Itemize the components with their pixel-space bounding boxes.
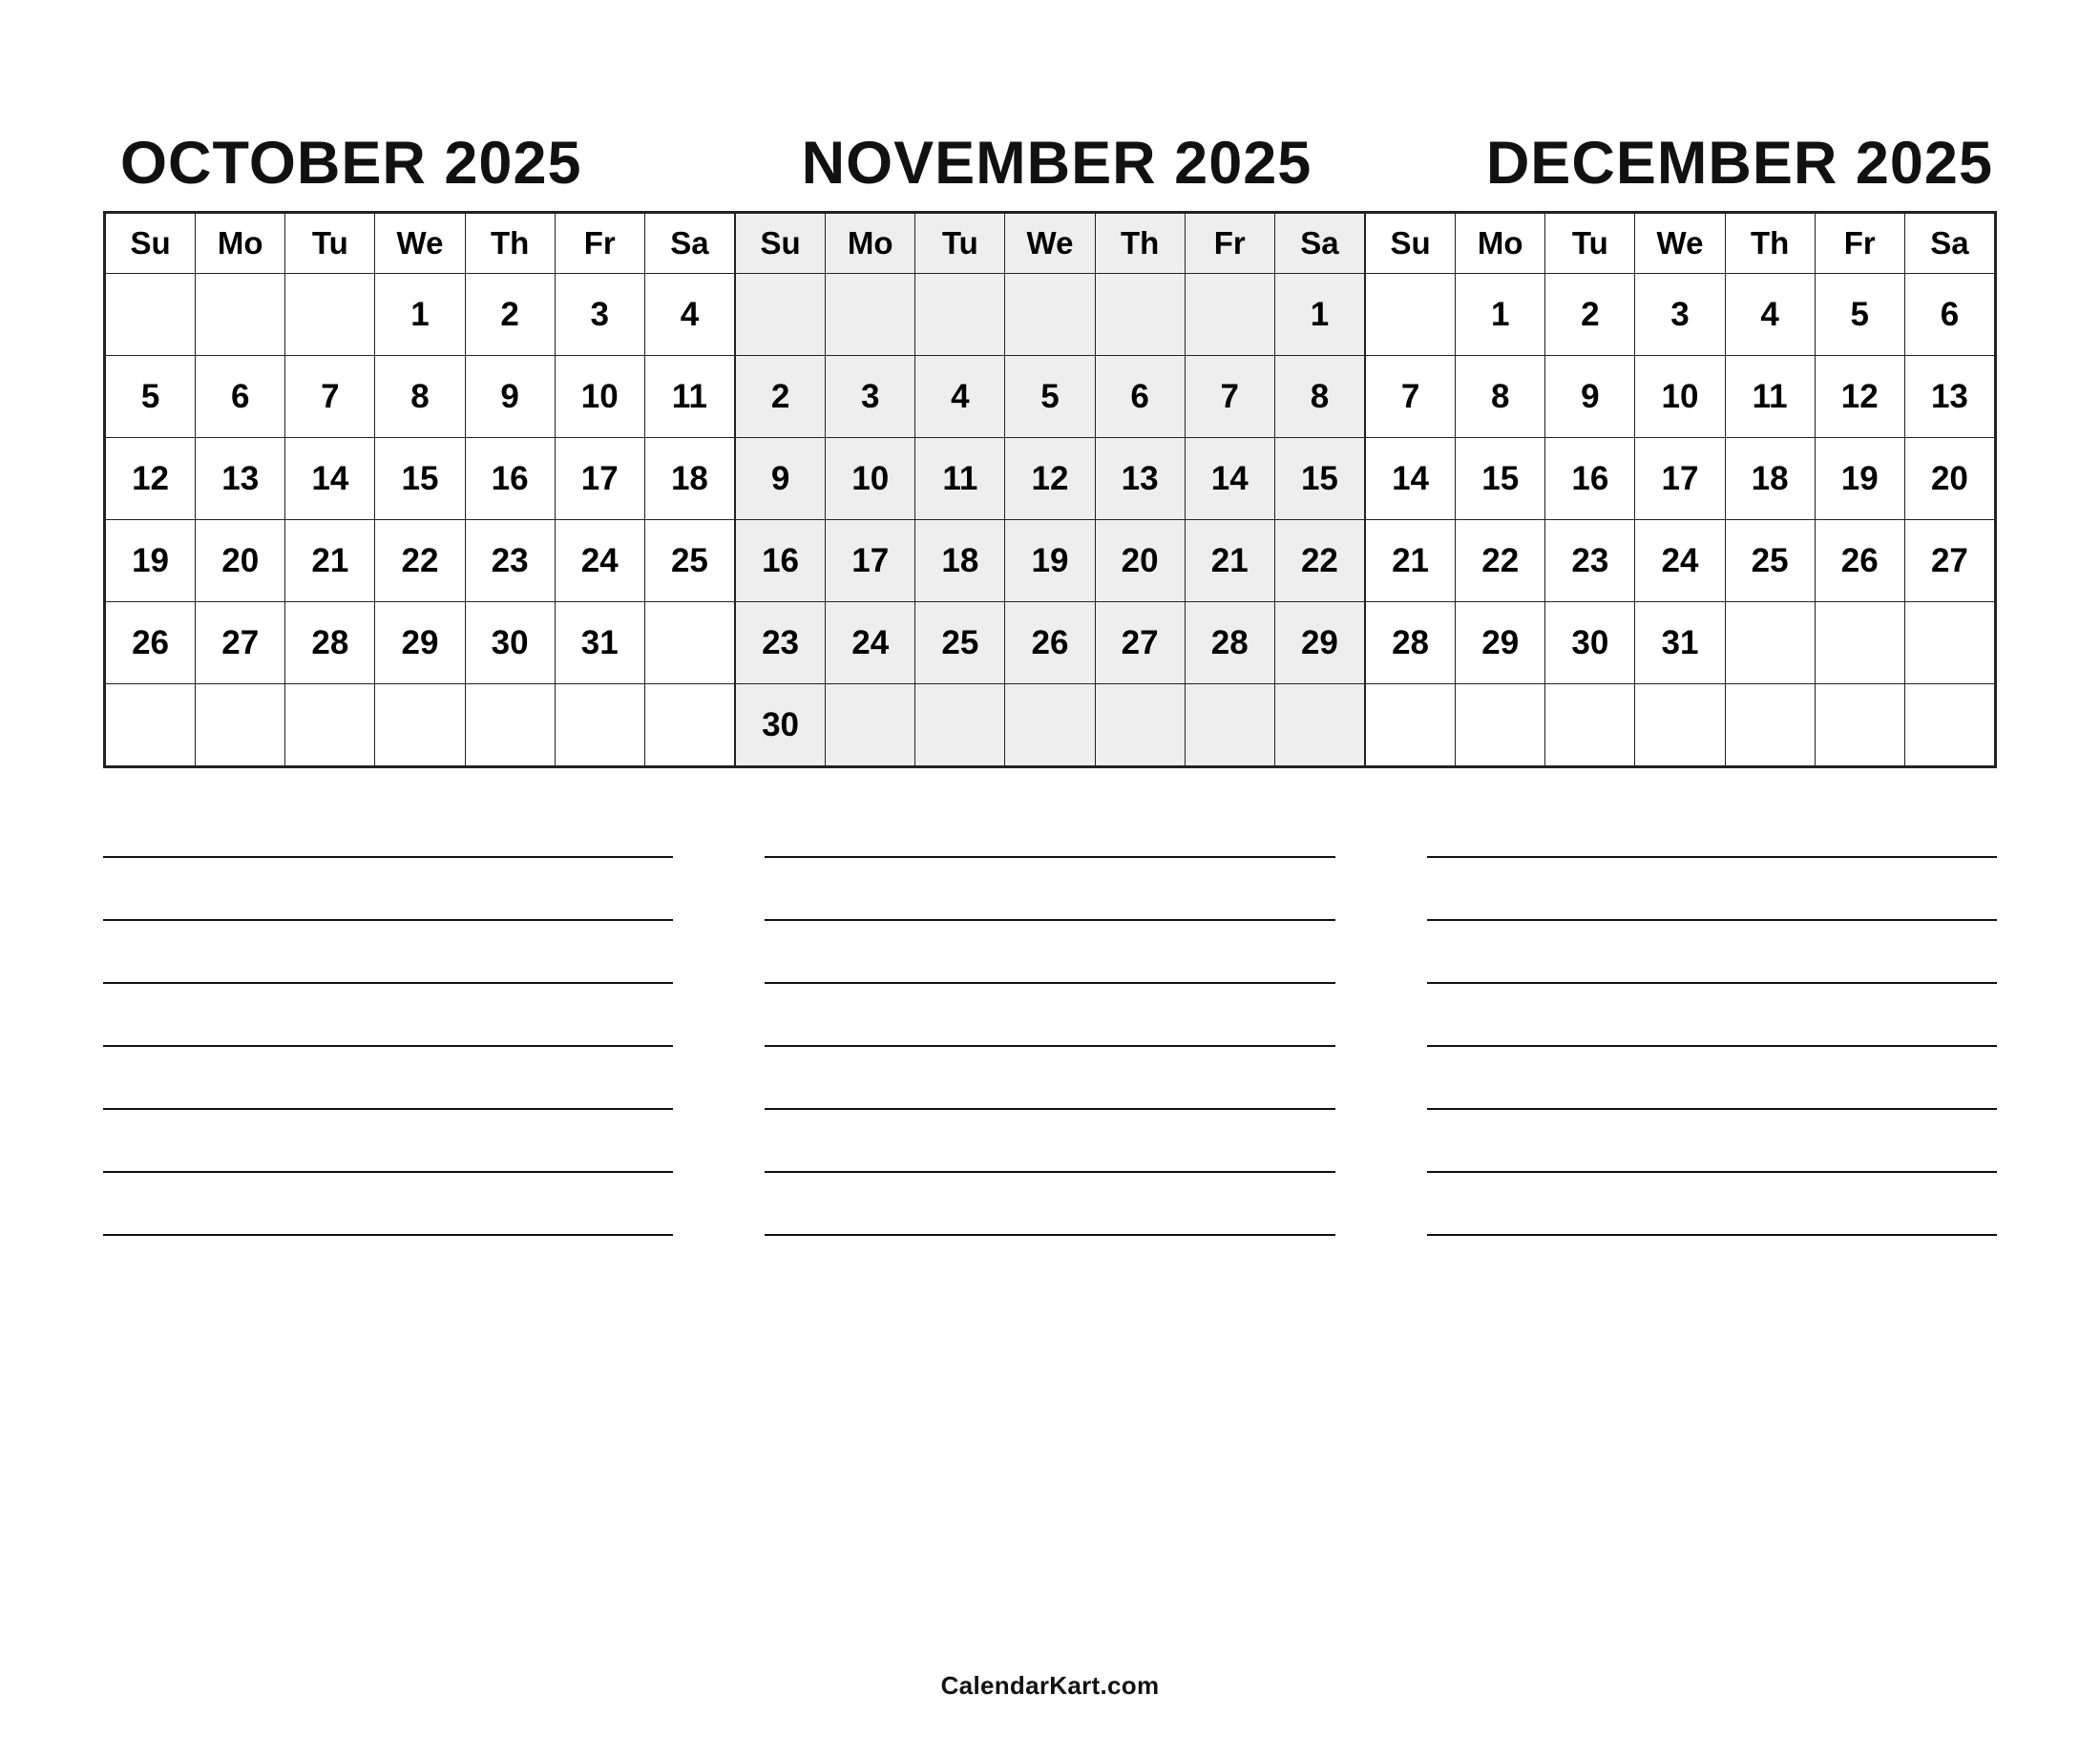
day-cell[interactable]: 12: [1815, 356, 1904, 438]
weekday-header-row: [1366, 214, 1995, 274]
note-line[interactable]: [1427, 1234, 1997, 1236]
day-cell[interactable]: 23: [1545, 520, 1635, 602]
day-cell[interactable]: 4: [915, 356, 1005, 438]
empty-day-cell: [106, 684, 196, 766]
empty-day-cell: [1005, 684, 1095, 766]
empty-day-cell: [1274, 684, 1364, 766]
note-line[interactable]: [765, 856, 1334, 858]
weekday-header: Th: [1725, 214, 1815, 274]
month-table-november: [735, 213, 1365, 766]
week-row: [1366, 684, 1995, 766]
note-line[interactable]: [765, 1234, 1334, 1236]
day-cell[interactable]: 23: [736, 602, 826, 684]
day-cell[interactable]: 23: [465, 520, 555, 602]
note-line[interactable]: [103, 1234, 673, 1236]
empty-day-cell: [915, 274, 1005, 356]
day-cell[interactable]: 17: [826, 520, 915, 602]
day-cell[interactable]: 4: [1725, 274, 1815, 356]
day-cell[interactable]: 31: [1635, 602, 1725, 684]
day-cell[interactable]: 24: [1635, 520, 1725, 602]
empty-day-cell: [196, 684, 285, 766]
day-cell[interactable]: 4: [644, 274, 734, 356]
week-row: [1366, 438, 1995, 520]
notes-column: [103, 856, 673, 1236]
day-cell[interactable]: 19: [1005, 520, 1095, 602]
month-november: [735, 213, 1365, 766]
day-cell[interactable]: 9: [465, 356, 555, 438]
empty-day-cell: [736, 274, 826, 356]
week-row: [1366, 356, 1995, 438]
weekday-header: Th: [465, 214, 555, 274]
day-cell[interactable]: 7: [1366, 356, 1456, 438]
weekday-header: Th: [1095, 214, 1185, 274]
day-cell[interactable]: 11: [644, 356, 734, 438]
day-cell[interactable]: 14: [1185, 438, 1274, 520]
empty-day-cell: [285, 274, 375, 356]
month-titles: [103, 130, 1997, 197]
empty-day-cell: [1815, 684, 1904, 766]
day-cell[interactable]: 8: [1274, 356, 1364, 438]
empty-day-cell: [465, 684, 555, 766]
day-cell[interactable]: 3: [555, 274, 644, 356]
note-line[interactable]: [103, 919, 673, 921]
empty-day-cell: [196, 274, 285, 356]
calendar-page: [0, 130, 2100, 1756]
weekday-header: Sa: [1274, 214, 1364, 274]
day-cell[interactable]: 10: [555, 356, 644, 438]
empty-day-cell: [826, 684, 915, 766]
week-row: [106, 356, 735, 438]
day-cell[interactable]: 27: [1095, 602, 1185, 684]
day-cell[interactable]: 8: [375, 356, 465, 438]
day-cell[interactable]: 13: [1904, 356, 1994, 438]
day-cell[interactable]: 5: [106, 356, 196, 438]
notes-column: [1427, 856, 1997, 1236]
day-cell[interactable]: 5: [1815, 274, 1904, 356]
day-cell[interactable]: 10: [826, 438, 915, 520]
note-line[interactable]: [103, 1108, 673, 1110]
month-title-october: OCTOBER 2025: [120, 130, 582, 197]
day-cell[interactable]: 6: [1904, 274, 1994, 356]
weekday-header: Mo: [196, 214, 285, 274]
weekday-header: Tu: [1545, 214, 1635, 274]
notes-area: [103, 856, 1997, 1236]
day-cell[interactable]: 10: [1635, 356, 1725, 438]
day-cell[interactable]: 15: [1274, 438, 1364, 520]
note-line[interactable]: [765, 1045, 1334, 1047]
empty-day-cell: [106, 274, 196, 356]
day-cell[interactable]: 6: [196, 356, 285, 438]
week-row: [1366, 274, 1995, 356]
day-cell[interactable]: 29: [375, 602, 465, 684]
day-cell[interactable]: 13: [1095, 438, 1185, 520]
day-cell[interactable]: 1: [375, 274, 465, 356]
note-line[interactable]: [103, 1045, 673, 1047]
day-cell[interactable]: 25: [915, 602, 1005, 684]
empty-day-cell: [644, 684, 734, 766]
day-cell[interactable]: 15: [375, 438, 465, 520]
day-cell[interactable]: 25: [644, 520, 734, 602]
day-cell[interactable]: 19: [1815, 438, 1904, 520]
day-cell[interactable]: 26: [1005, 602, 1095, 684]
day-cell[interactable]: 15: [1456, 438, 1545, 520]
empty-day-cell: [1545, 684, 1635, 766]
month-october: [105, 213, 735, 766]
week-row: [736, 602, 1365, 684]
weekday-header-row: [106, 214, 735, 274]
weekday-header-row: [736, 214, 1365, 274]
day-cell[interactable]: 11: [1725, 356, 1815, 438]
weekday-header: Tu: [285, 214, 375, 274]
day-cell[interactable]: 12: [1005, 438, 1095, 520]
day-cell[interactable]: 3: [1635, 274, 1725, 356]
note-line[interactable]: [765, 1108, 1334, 1110]
week-row: [106, 684, 735, 766]
note-line[interactable]: [765, 919, 1334, 921]
empty-day-cell: [555, 684, 644, 766]
weekday-header: We: [1005, 214, 1095, 274]
day-cell[interactable]: 31: [555, 602, 644, 684]
day-cell[interactable]: 2: [465, 274, 555, 356]
weekday-header: Fr: [1815, 214, 1904, 274]
day-cell[interactable]: 28: [1366, 602, 1456, 684]
calendar-grid: [103, 211, 1997, 768]
note-line[interactable]: [103, 982, 673, 984]
day-cell[interactable]: 18: [644, 438, 734, 520]
day-cell[interactable]: 11: [915, 438, 1005, 520]
day-cell[interactable]: 13: [196, 438, 285, 520]
day-cell[interactable]: 27: [196, 602, 285, 684]
day-cell[interactable]: 28: [285, 602, 375, 684]
empty-day-cell: [1005, 274, 1095, 356]
day-cell[interactable]: 30: [736, 684, 826, 766]
day-cell[interactable]: 22: [375, 520, 465, 602]
weekday-header: Mo: [1456, 214, 1545, 274]
day-cell[interactable]: 17: [555, 438, 644, 520]
day-cell[interactable]: 20: [1904, 438, 1994, 520]
note-line[interactable]: [765, 1171, 1334, 1173]
day-cell[interactable]: 18: [915, 520, 1005, 602]
day-cell[interactable]: 30: [465, 602, 555, 684]
weekday-header: Mo: [826, 214, 915, 274]
empty-day-cell: [1185, 274, 1274, 356]
day-cell[interactable]: 20: [196, 520, 285, 602]
empty-day-cell: [375, 684, 465, 766]
empty-day-cell: [1725, 602, 1815, 684]
week-row: [106, 438, 735, 520]
day-cell[interactable]: 14: [1366, 438, 1456, 520]
note-line[interactable]: [1427, 919, 1997, 921]
day-cell[interactable]: 21: [285, 520, 375, 602]
day-cell[interactable]: 1: [1274, 274, 1364, 356]
day-cell[interactable]: 16: [1545, 438, 1635, 520]
day-cell[interactable]: 12: [106, 438, 196, 520]
day-cell[interactable]: 3: [826, 356, 915, 438]
day-cell[interactable]: 5: [1005, 356, 1095, 438]
day-cell[interactable]: 2: [1545, 274, 1635, 356]
empty-day-cell: [1185, 684, 1274, 766]
day-cell[interactable]: 9: [736, 438, 826, 520]
day-cell[interactable]: 9: [1545, 356, 1635, 438]
weekday-header: Sa: [1904, 214, 1994, 274]
empty-day-cell: [1095, 274, 1185, 356]
day-cell[interactable]: 21: [1366, 520, 1456, 602]
note-line[interactable]: [1427, 856, 1997, 858]
week-row: [736, 274, 1365, 356]
week-row: [736, 438, 1365, 520]
empty-day-cell: [1904, 684, 1994, 766]
month-title-november: NOVEMBER 2025: [801, 130, 1312, 197]
note-line[interactable]: [1427, 1171, 1997, 1173]
day-cell[interactable]: 7: [1185, 356, 1274, 438]
day-cell[interactable]: 2: [736, 356, 826, 438]
empty-day-cell: [644, 602, 734, 684]
day-cell[interactable]: 24: [826, 602, 915, 684]
week-row: [106, 520, 735, 602]
day-cell[interactable]: 21: [1185, 520, 1274, 602]
empty-day-cell: [915, 684, 1005, 766]
week-row: [736, 356, 1365, 438]
weekday-header: Su: [1366, 214, 1456, 274]
day-cell[interactable]: 27: [1904, 520, 1994, 602]
weekday-header: We: [1635, 214, 1725, 274]
day-cell[interactable]: 7: [285, 356, 375, 438]
empty-day-cell: [1456, 684, 1545, 766]
weekday-header: We: [375, 214, 465, 274]
day-cell[interactable]: 14: [285, 438, 375, 520]
empty-day-cell: [1904, 602, 1994, 684]
week-row: [1366, 520, 1995, 602]
day-cell[interactable]: 24: [555, 520, 644, 602]
day-cell[interactable]: 25: [1725, 520, 1815, 602]
week-row: [106, 602, 735, 684]
day-cell[interactable]: 19: [106, 520, 196, 602]
day-cell[interactable]: 29: [1456, 602, 1545, 684]
day-cell[interactable]: 1: [1456, 274, 1545, 356]
empty-day-cell: [1366, 684, 1456, 766]
month-december: [1365, 213, 1995, 766]
day-cell[interactable]: 16: [736, 520, 826, 602]
month-table-december: [1365, 213, 1995, 766]
day-cell[interactable]: 16: [465, 438, 555, 520]
day-cell[interactable]: 30: [1545, 602, 1635, 684]
day-cell[interactable]: 29: [1274, 602, 1364, 684]
weekday-header: Sa: [644, 214, 734, 274]
weekday-header: Fr: [1185, 214, 1274, 274]
day-cell[interactable]: 20: [1095, 520, 1185, 602]
day-cell[interactable]: 26: [106, 602, 196, 684]
day-cell[interactable]: 22: [1274, 520, 1364, 602]
notes-column: [765, 856, 1334, 1236]
day-cell[interactable]: 26: [1815, 520, 1904, 602]
day-cell[interactable]: 8: [1456, 356, 1545, 438]
month-title-december: DECEMBER 2025: [1485, 130, 1993, 197]
day-cell[interactable]: 22: [1456, 520, 1545, 602]
note-line[interactable]: [765, 982, 1334, 984]
day-cell[interactable]: 17: [1635, 438, 1725, 520]
week-row: [736, 684, 1365, 766]
note-line[interactable]: [1427, 1045, 1997, 1047]
weekday-header: Fr: [555, 214, 644, 274]
footer-branding: CalendarKart.com: [940, 1671, 1160, 1700]
weekday-header: Tu: [915, 214, 1005, 274]
note-line[interactable]: [1427, 982, 1997, 984]
note-line[interactable]: [103, 1171, 673, 1173]
empty-day-cell: [826, 274, 915, 356]
empty-day-cell: [1725, 684, 1815, 766]
empty-day-cell: [1095, 684, 1185, 766]
note-line[interactable]: [1427, 1108, 1997, 1110]
week-row: [736, 520, 1365, 602]
week-row: [106, 274, 735, 356]
weekday-header: Su: [106, 214, 196, 274]
empty-day-cell: [285, 684, 375, 766]
weekday-header: Su: [736, 214, 826, 274]
note-line[interactable]: [103, 856, 673, 858]
empty-day-cell: [1635, 684, 1725, 766]
empty-day-cell: [1815, 602, 1904, 684]
day-cell[interactable]: 28: [1185, 602, 1274, 684]
month-table-october: [105, 213, 735, 766]
day-cell[interactable]: 6: [1095, 356, 1185, 438]
week-row: [1366, 602, 1995, 684]
day-cell[interactable]: 18: [1725, 438, 1815, 520]
empty-day-cell: [1366, 274, 1456, 356]
